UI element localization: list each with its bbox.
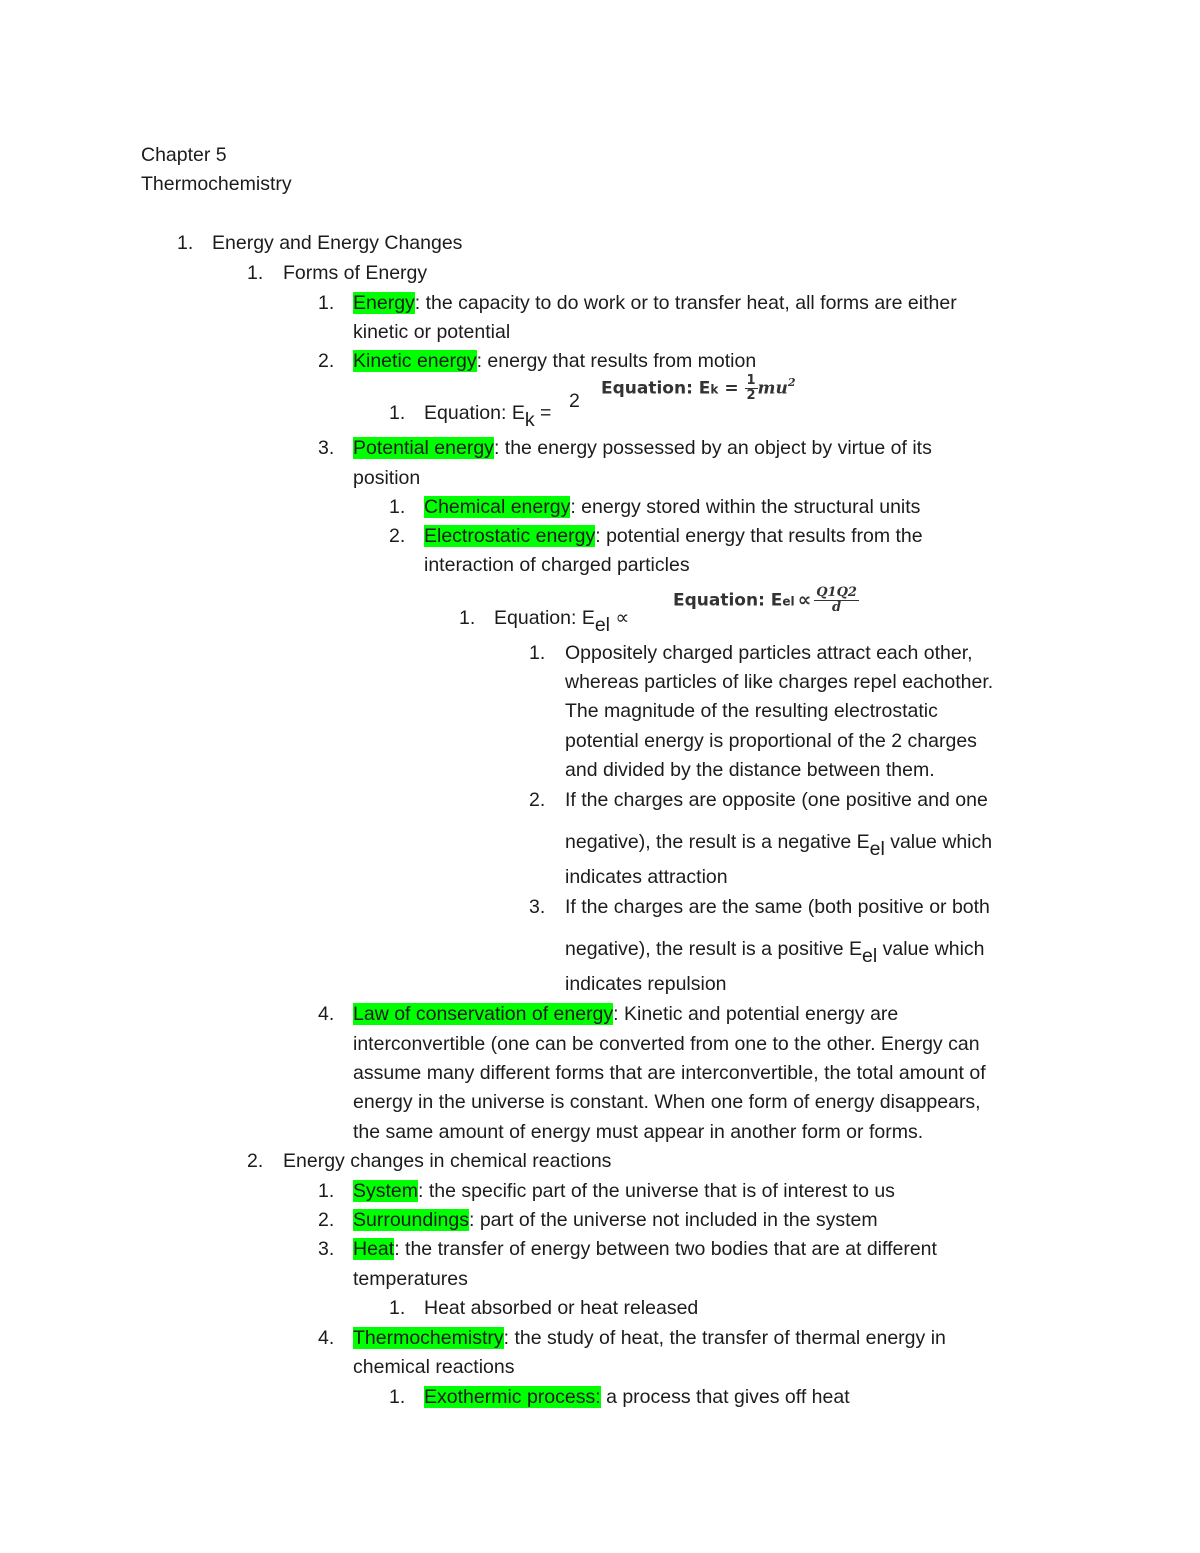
kinetic-equation-text xyxy=(424,401,552,431)
kinetic-equation-image xyxy=(599,372,800,403)
eq-equals: = xyxy=(534,402,552,424)
frac-den: 2 xyxy=(746,388,756,403)
eq-sup: 2 xyxy=(787,375,796,389)
list-number: 1. xyxy=(247,262,264,284)
subsection-heading: Forms of Energy xyxy=(283,262,428,284)
eq-var: mu xyxy=(757,378,788,399)
list-number: 1. xyxy=(389,1297,406,1319)
list-number: 3. xyxy=(318,1238,335,1260)
note-text xyxy=(565,937,985,967)
list-number: 3. xyxy=(529,896,546,918)
frac-num: Q1Q2 xyxy=(816,585,857,600)
list-number: 2. xyxy=(318,1209,335,1231)
eq-sub: k xyxy=(710,382,719,397)
highlighted-term: Energy xyxy=(353,292,415,314)
definition-text: kinetic or potential xyxy=(353,321,511,343)
list-number: 2. xyxy=(318,350,335,372)
definition-conservation xyxy=(353,1002,898,1026)
definition-text: : the energy possessed by an object by virtue of its xyxy=(493,437,932,459)
highlighted-term: Kinetic energy xyxy=(353,350,477,372)
eq-fraction xyxy=(814,586,859,615)
note-text: Oppositely charged particles attract each other, xyxy=(565,642,973,664)
highlighted-term: Law of conservation of energy xyxy=(353,1003,614,1025)
definition-text: : the capacity to do work or to transfer heat, all forms are either xyxy=(414,292,957,314)
page-title: Thermochemistry xyxy=(141,173,292,195)
list-number: 4. xyxy=(318,1003,335,1025)
definition-text: : part of the universe not included in the system xyxy=(469,1209,878,1231)
definition-text: position xyxy=(353,467,421,489)
definition-text: : Kinetic and potential energy are xyxy=(613,1003,899,1025)
eq-text: Equation: E xyxy=(673,590,783,611)
chapter-label: Chapter 5 xyxy=(141,144,227,166)
eq-fraction xyxy=(745,374,758,403)
definition-text: : potential energy that results from the xyxy=(595,525,923,547)
eq-label: Equation: E xyxy=(424,402,525,424)
subsection-heading: Energy changes in chemical reactions xyxy=(283,1150,612,1172)
definition-text: the same amount of energy must appear in another form or forms. xyxy=(353,1121,924,1143)
highlighted-term: Heat xyxy=(353,1238,395,1260)
definition-electrostatic-energy xyxy=(424,524,923,548)
definition-potential-energy xyxy=(353,436,932,460)
note-text-part: negative), the result is a negative E xyxy=(565,831,870,853)
definition-chemical-energy xyxy=(424,495,920,519)
note-text: If the charges are the same (both positive or both xyxy=(565,896,990,918)
list-number: 1. xyxy=(318,292,335,314)
highlighted-term: Potential energy xyxy=(353,437,494,459)
list-number: 2. xyxy=(247,1150,264,1172)
definition-surroundings xyxy=(353,1208,878,1232)
definition-text: chemical reactions xyxy=(353,1356,515,1378)
definition-text: : energy that results from motion xyxy=(476,350,757,372)
note-text-part: value which xyxy=(877,938,985,960)
list-item-text: Heat absorbed or heat released xyxy=(424,1297,699,1319)
definition-text: interaction of charged particles xyxy=(424,554,690,576)
eq-equals: = xyxy=(718,378,745,399)
definition-text: : the specific part of the universe that is of interest to us xyxy=(418,1180,895,1202)
list-number: 1. xyxy=(529,642,546,664)
highlighted-term: Thermochemistry xyxy=(353,1327,504,1349)
electrostatic-equation-image xyxy=(669,586,863,615)
note-text: indicates attraction xyxy=(565,866,728,888)
note-text: and divided by the distance between them. xyxy=(565,759,935,781)
list-number: 3. xyxy=(318,437,335,459)
note-text: The magnitude of the resulting electrostatic xyxy=(565,700,938,722)
list-number: 1. xyxy=(389,402,406,424)
definition-kinetic-energy xyxy=(353,349,756,373)
definition-text: : the study of heat, the transfer of thermal energy in xyxy=(503,1327,946,1349)
highlighted-term: Electrostatic energy xyxy=(424,525,596,547)
note-text: whereas particles of like charges repel eachother. xyxy=(565,671,994,693)
definition-heat xyxy=(353,1237,937,1261)
note-text: indicates repulsion xyxy=(565,973,727,995)
note-text xyxy=(565,830,993,860)
eq-text: Equation: E xyxy=(601,378,711,399)
definition-text: : energy stored within the structural units xyxy=(570,496,921,518)
frac-num: 1 xyxy=(746,373,756,388)
eq-prop: ∝ xyxy=(797,588,812,611)
highlighted-term: Chemical energy xyxy=(424,496,571,518)
eq-prop: ∝ xyxy=(610,607,630,629)
definition-text: temperatures xyxy=(353,1268,468,1290)
note-text-part: negative), the result is a positive E xyxy=(565,938,862,960)
eq-sub: el xyxy=(782,594,795,609)
note-text: potential energy is proportional of the 2 charges xyxy=(565,730,977,752)
subscript: el xyxy=(869,838,885,860)
list-number: 1. xyxy=(389,1386,406,1408)
highlighted-term: Surroundings xyxy=(353,1209,469,1231)
definition-thermochemistry xyxy=(353,1326,946,1350)
list-number: 1. xyxy=(459,607,476,629)
eq-label: Equation: E xyxy=(494,607,595,629)
list-number: 1. xyxy=(389,496,406,518)
definition-energy xyxy=(353,291,957,315)
definition-text: a process that gives off heat xyxy=(600,1386,850,1408)
definition-text: interconvertible (one can be converted from one to the other. Energy can xyxy=(353,1033,980,1055)
definition-text: : the transfer of energy between two bodies that are at different xyxy=(394,1238,937,1260)
list-number: 4. xyxy=(318,1327,335,1349)
frac-den: d xyxy=(832,600,842,615)
electrostatic-equation-text xyxy=(494,606,630,636)
eq-subscript: el xyxy=(594,614,611,636)
definition-exothermic xyxy=(424,1385,850,1409)
highlighted-term: System xyxy=(353,1180,419,1202)
list-number: 1. xyxy=(177,232,194,254)
stray-superscript: 2 xyxy=(569,390,580,412)
note-text-part: value which xyxy=(884,831,993,853)
list-number: 2. xyxy=(529,789,546,811)
eq-subscript: k xyxy=(524,409,535,431)
note-text: If the charges are opposite (one positive and one xyxy=(565,789,988,811)
section-heading: Energy and Energy Changes xyxy=(212,232,463,254)
highlighted-term: Exothermic process: xyxy=(424,1386,601,1408)
list-number: 2. xyxy=(389,525,406,547)
subscript: el xyxy=(862,945,878,967)
definition-text: energy in the universe is constant. When one form of energy disappears, xyxy=(353,1091,981,1113)
list-number: 1. xyxy=(318,1180,335,1202)
definition-system xyxy=(353,1179,895,1203)
definition-text: assume many different forms that are interconvertible, the total amount of xyxy=(353,1062,986,1084)
